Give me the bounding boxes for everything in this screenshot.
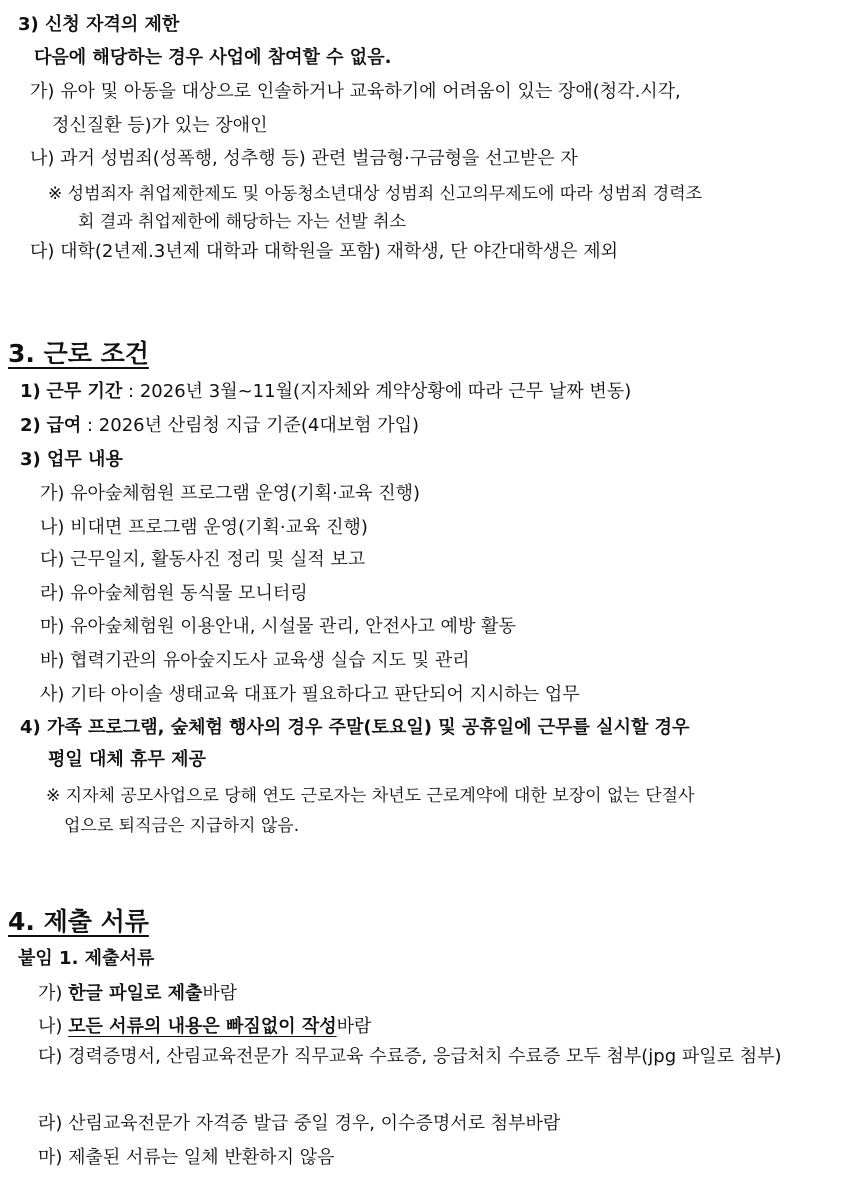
- duty-item: 사) 기타 아이솔 생태교육 대표가 필요하다고 판단되어 지시하는 업무: [40, 684, 580, 705]
- work-period-text: : 2026년 3월~11월(지자체와 계약상황에 따라 근무 날짜 변동): [122, 381, 632, 402]
- salary-num: 2): [20, 415, 41, 436]
- duty-item: 라) 유아숲체험원 동식물 모니터링: [40, 583, 308, 604]
- doc-item-a-suffix: 바람: [202, 983, 238, 1004]
- eligibility-note-line1: ※ 성범죄자 취업제한제도 및 아동청소년대상 성범죄 신고의무제도에 따라 성범죄 경력조: [48, 184, 703, 204]
- doc-item-b-suffix: 바람: [336, 1016, 372, 1037]
- doc-item-a-bold: 한글 파일로 제출: [68, 983, 203, 1004]
- doc-item-e: 마) 제출된 서류는 일체 반환하지 않음: [38, 1147, 335, 1168]
- duty-item: 가) 유아숲체험원 프로그램 운영(기획·교육 진행): [40, 483, 421, 504]
- eligibility-note-line2: 회 결과 취업제한에 해당하는 자는 선발 취소: [78, 212, 407, 232]
- doc-item-b: [38, 1015, 371, 1039]
- eligibility-item-a-line2: 정신질환 등)가 있는 장애인: [52, 115, 268, 136]
- weekend-work-line2: 평일 대체 휴무 제공: [48, 749, 206, 770]
- weekend-work-line1: 4) 가족 프로그램, 숲체험 행사의 경우 주말(토요일) 및 공휴일에 근무를 실시할 경우: [20, 717, 690, 738]
- section-title-documents: 4. 제출 서류: [8, 907, 149, 936]
- doc-item-b-bold: 모든 서류의 내용은 빠짐없이 작성: [68, 1016, 337, 1037]
- doc-item-d: 라) 산림교육전문가 자격증 발급 중일 경우, 이수증명서로 첨부바람: [38, 1113, 561, 1134]
- attachment-label: 붙임 1. 제출서류: [18, 948, 155, 969]
- duties-heading: 3) 업무 내용: [20, 449, 123, 470]
- duty-item: 바) 협력기관의 유아숲지도사 교육생 실습 지도 및 관리: [40, 650, 470, 671]
- work-period-label: 근무 기간: [46, 381, 123, 402]
- salary-label: 급여: [46, 415, 82, 436]
- doc-item-b-prefix: 나): [38, 1016, 69, 1037]
- eligibility-item-a-line1: 가) 유아 및 아동을 대상으로 인솔하거나 교육하기에 어려움이 있는 장애(청각.시각,: [30, 81, 681, 102]
- severance-note-line2: 업으로 퇴직금은 지급하지 않음.: [64, 816, 300, 836]
- work-period: [20, 380, 631, 404]
- duty-item: 마) 유아숲체험원 이용안내, 시설물 관리, 안전사고 예방 활동: [40, 616, 516, 637]
- doc-item-a-prefix: 가): [38, 983, 69, 1004]
- duty-item: 나) 비대면 프로그램 운영(기획·교육 진행): [40, 517, 368, 538]
- doc-item-a: [38, 982, 237, 1006]
- eligibility-item-b: 나) 과거 성범죄(성폭행, 성추행 등) 관련 벌금형·구금형을 선고받은 자: [30, 148, 578, 169]
- salary-text: : 2026년 산림청 지급 기준(4대보험 가입): [81, 415, 420, 436]
- doc-item-c: 다) 경력증명서, 산림교육전문가 직무교육 수료증, 응급처치 수료증 모두 첨부(jpg 파일로 첨부): [38, 1046, 782, 1067]
- duty-item: 다) 근무일지, 활동사진 정리 및 실적 보고: [40, 549, 366, 570]
- eligibility-heading: 3) 신청 자격의 제한: [18, 14, 180, 35]
- eligibility-intro: 다음에 해당하는 경우 사업에 참여할 수 없음.: [34, 47, 392, 68]
- work-period-num: 1): [20, 381, 41, 402]
- section-title-work-conditions: 3. 근로 조건: [8, 339, 149, 368]
- eligibility-item-c: 다) 대학(2년제.3년제 대학과 대학원을 포함) 재학생, 단 야간대학생은 제외: [30, 241, 619, 262]
- severance-note-line1: ※ 지자체 공모사업으로 당해 연도 근로자는 차년도 근로계약에 대한 보장이 없는 단절사: [46, 786, 695, 806]
- salary: [20, 414, 419, 438]
